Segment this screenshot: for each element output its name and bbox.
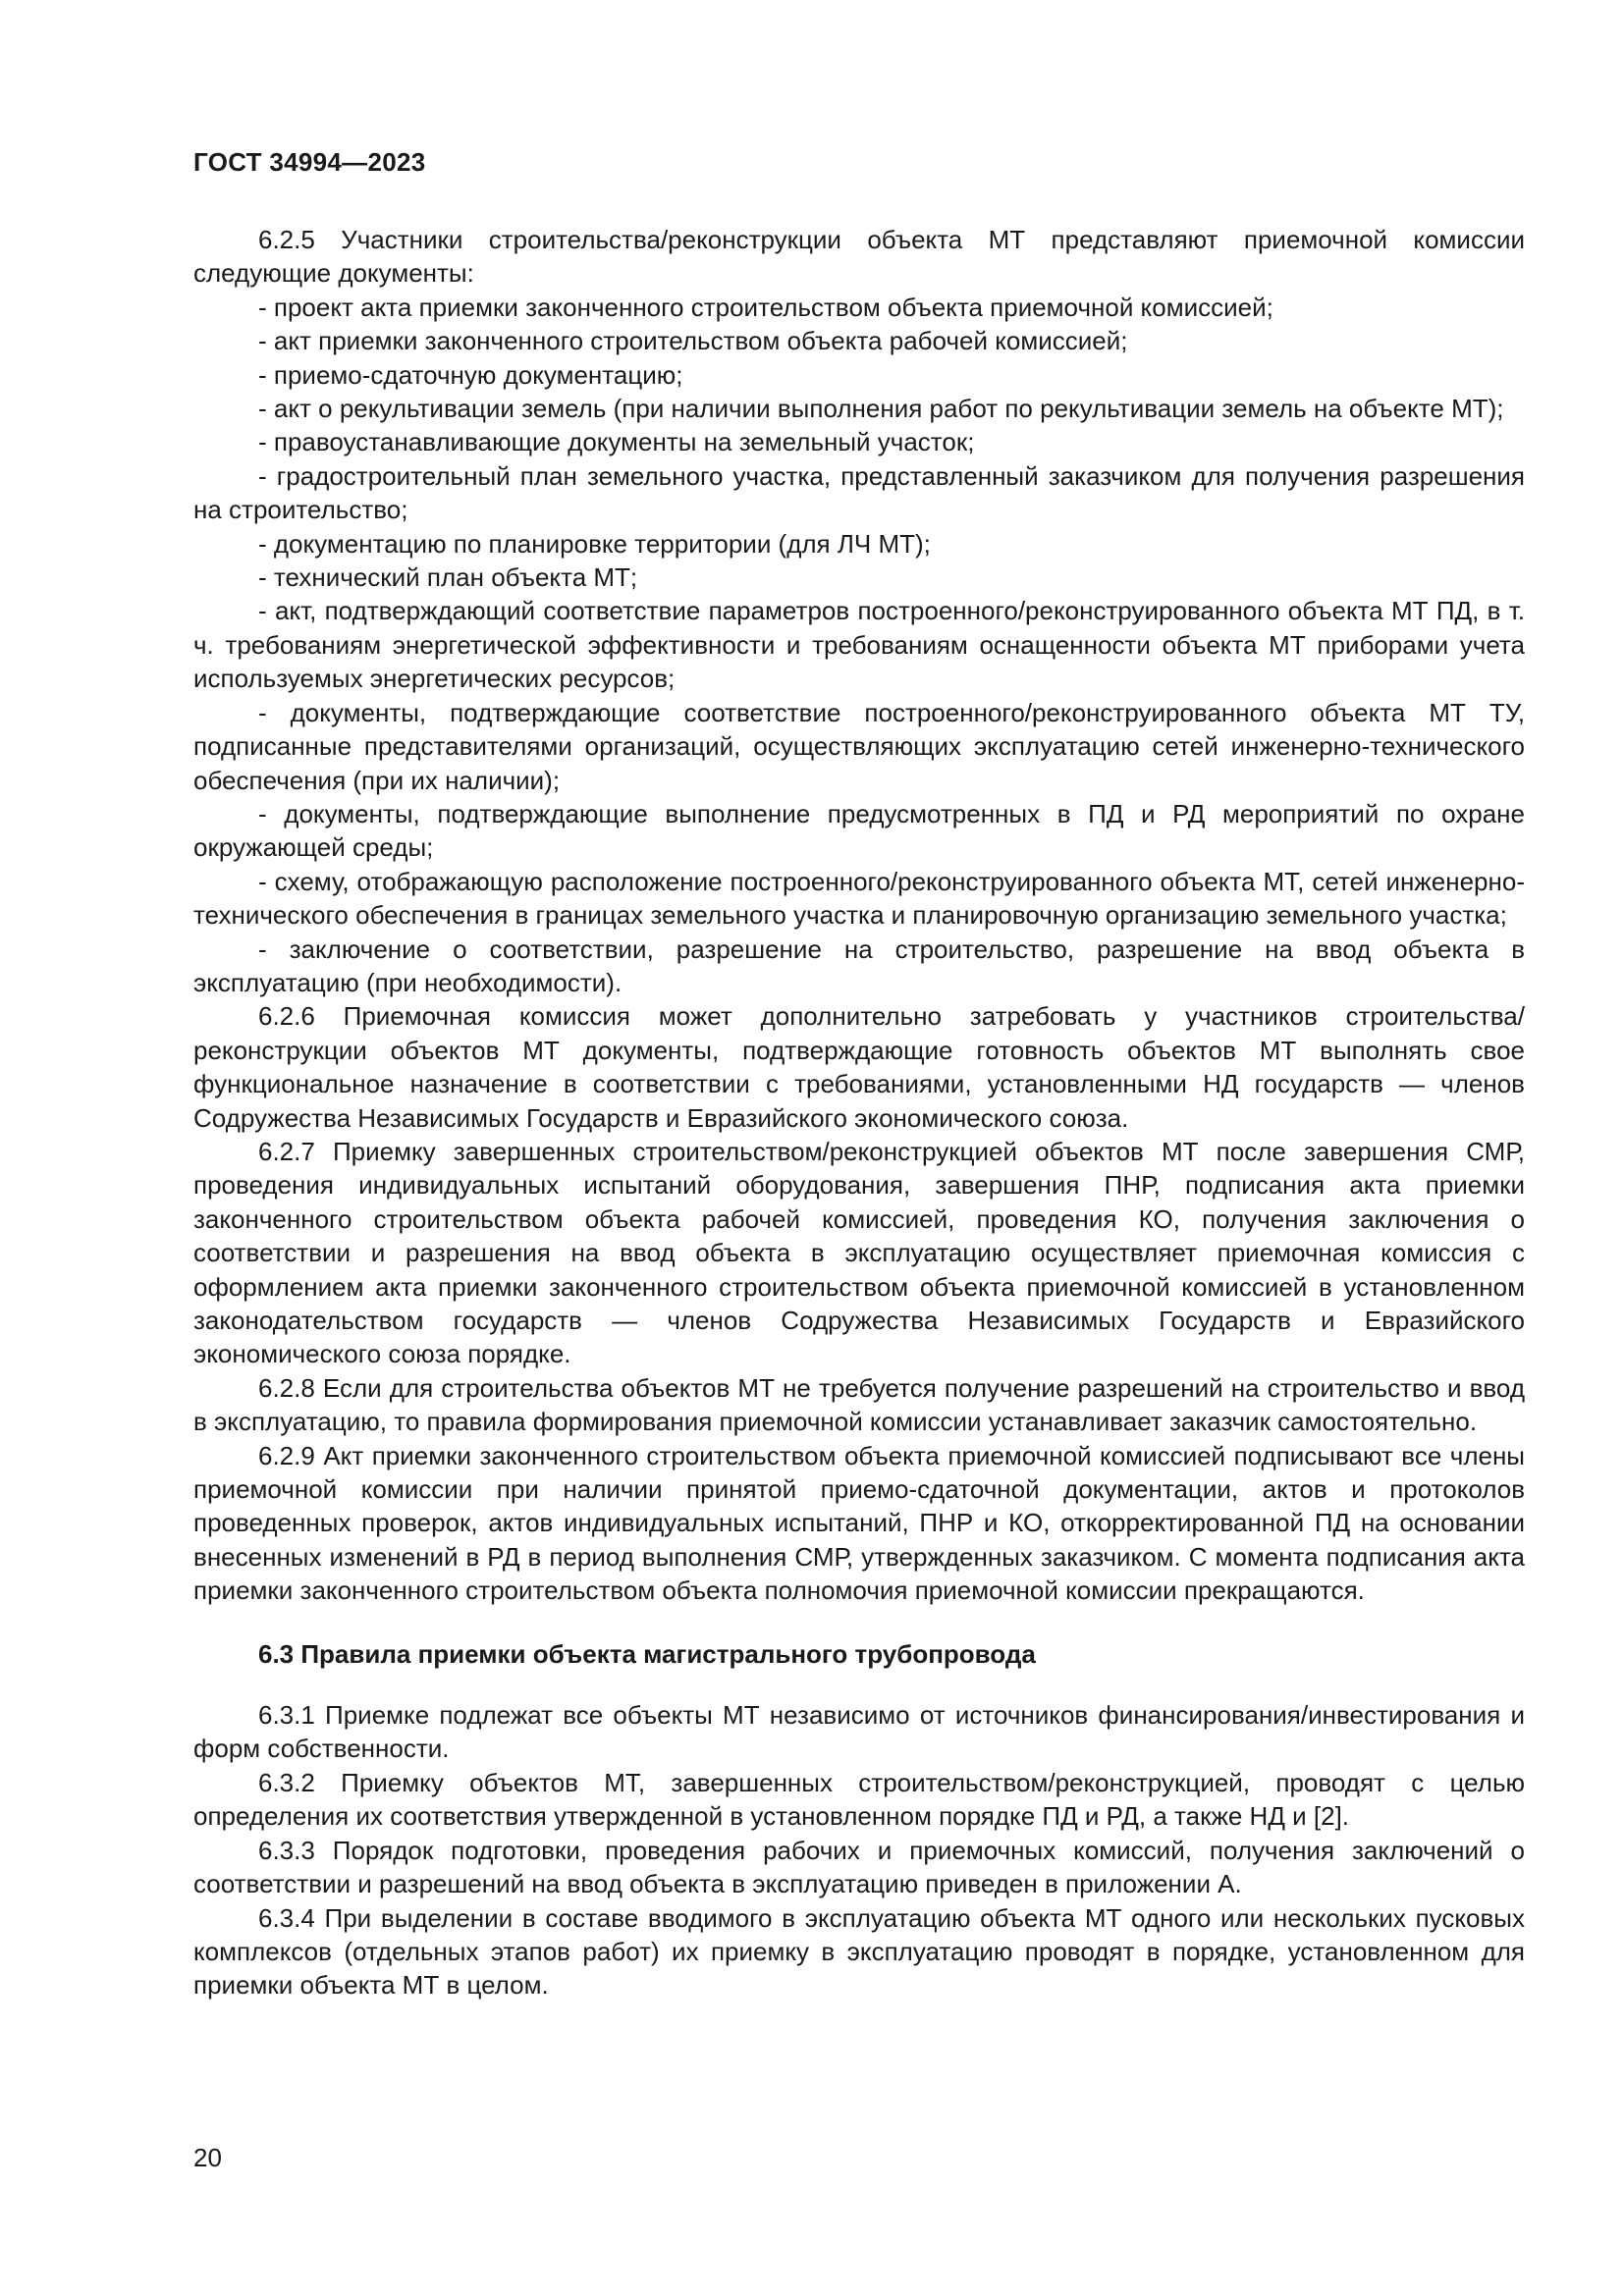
list-item: - приемо-сдаточную документацию; — [258, 359, 683, 390]
list-item: - проект акта приемки законченного строительством объекта приемочной комиссией; — [258, 292, 1273, 322]
list-item: - технический план объекта МТ; — [258, 562, 638, 593]
section-6-2-content — [193, 223, 1525, 1608]
section-heading: 6.3 Правила приемки объекта магистрального трубопровода — [258, 1638, 1036, 1669]
document-header: ГОСТ 34994—2023 — [193, 147, 426, 177]
page-number: 20 — [193, 2143, 222, 2172]
list-item: - правоустанавливающие документы на земельный участок; — [258, 427, 975, 457]
paragraph: 6.2.7 Приемку завершенных строительством/реконструкцией объектов МТ после завершения СМР, проведения индивидуальных испытаний оборудования, завершения ПНР, подписания акта приемки законченного строительством объекта рабочей комиссией, проведения КО, получения заключения о соответствии и разрешения на ввод объекта в эксплуатацию осуществляет приемочная комиссия с оформлением акта приемки законченного строительством объекта приемочной комиссией в установленном законодательством государств — членов Содружества Независимых Государств и Евразийского экономического союза порядке. — [193, 1136, 1525, 1369]
list-item: - документы, подтверждающие выполнение предусмотренных в ПД и РД мероприятий по охране окружающей среды; — [193, 798, 1525, 863]
paragraph: 6.3.3 Порядок подготовки, проведения рабочих и приемочных комиссий, получения заключений о соответствии и разрешений на ввод объекта в эксплуатацию приведен в приложении А. — [193, 1835, 1525, 1899]
list-item: - документы, подтверждающие соответствие построенного/реконструированного объекта МТ ТУ, подписанные представителями организаций, осуществляющих эксплуатацию сетей инженерно-технического обеспечения (при их наличии); — [193, 697, 1525, 795]
document-body — [193, 223, 1525, 2002]
list-item: - документацию по планировке территории (для ЛЧ МТ); — [258, 528, 931, 559]
list-item: - акт приемки законченного строительством объекта рабочей комиссией; — [258, 326, 1128, 356]
paragraph: 6.3.4 При выделении в составе вводимого в эксплуатацию объекта МТ одного или нескольких пусковых комплексов (отдельных этапов работ) их приемку в эксплуатацию проводят в порядке, установленном для приемки объекта МТ в целом. — [193, 1902, 1525, 2001]
section-6-3-content — [193, 1698, 1525, 2002]
paragraph: 6.2.9 Акт приемки законченного строительством объекта приемочной комиссией подписывают все члены приемочной комиссии при наличии принятой приемо-сдаточной документации, актов и протоколов проведенных проверок, актов индивидуальных испытаний, ПНР и КО, откорректированной ПД на основании внесенных изменений в РД в период выполнения СМР, утвержденных заказчиком. С момента подписания акта приемки законченного строительством объекта полномочия приемочной комиссии прекращаются. — [193, 1440, 1525, 1606]
paragraph: 6.2.6 Приемочная комиссия может дополнительно затребовать у участников строительства/реконструкции объектов МТ документы, подтверждающие готовность объектов МТ выполнять свое функциональное назначение в соответствии с требованиями, установленными НД государств — членов Содружества Независимых Государств и Евразийского экономического союза. — [193, 1001, 1525, 1133]
paragraph: 6.2.8 Если для строительства объектов МТ не требуется получение разрешений на строительство и ввод в эксплуатацию, то правила формирования приемочной комиссии устанавливает заказчик самостоятельно. — [193, 1372, 1525, 1437]
list-item: - заключение о соответствии, разрешение на строительство, разрешение на ввод объекта в эксплуатацию (при необходимости). — [193, 934, 1525, 997]
list-item: - акт, подтверждающий соответствие параметров построенного/реконструированного объекта МТ ПД, в т. ч. требованиям энергетической эффективности и требованиям оснащенности объекта МТ приборами учета используемых энергетических ресурсов; — [193, 596, 1525, 694]
paragraph: 6.2.5 Участники строительства/реконструкции объекта МТ представляют приемочной комиссии следующие документы: — [193, 225, 1525, 289]
paragraph: 6.3.2 Приемку объектов МТ, завершенных строительством/реконструкцией, проводят с целью определения их соответствия утвержденной в установленном порядке ПД и РД, а также НД и [2]. — [193, 1767, 1525, 1832]
list-item: - акт о рекультивации земель (при наличии выполнения работ по рекультивации земель на объекте МТ); — [258, 394, 1504, 424]
list-item: - схему, отображающую расположение построенного/реконструированного объекта МТ, сетей инженерно-технического обеспечения в границах земельного участка и планировочную организацию земельного участка; — [193, 866, 1525, 931]
paragraph: 6.3.1 Приемке подлежат все объекты МТ независимо от источников финансирования/инвестирования и форм собственности. — [193, 1700, 1525, 1764]
list-item: - градостроительный план земельного участка, представленный заказчиком для получения разрешения на строительство; — [193, 460, 1525, 525]
